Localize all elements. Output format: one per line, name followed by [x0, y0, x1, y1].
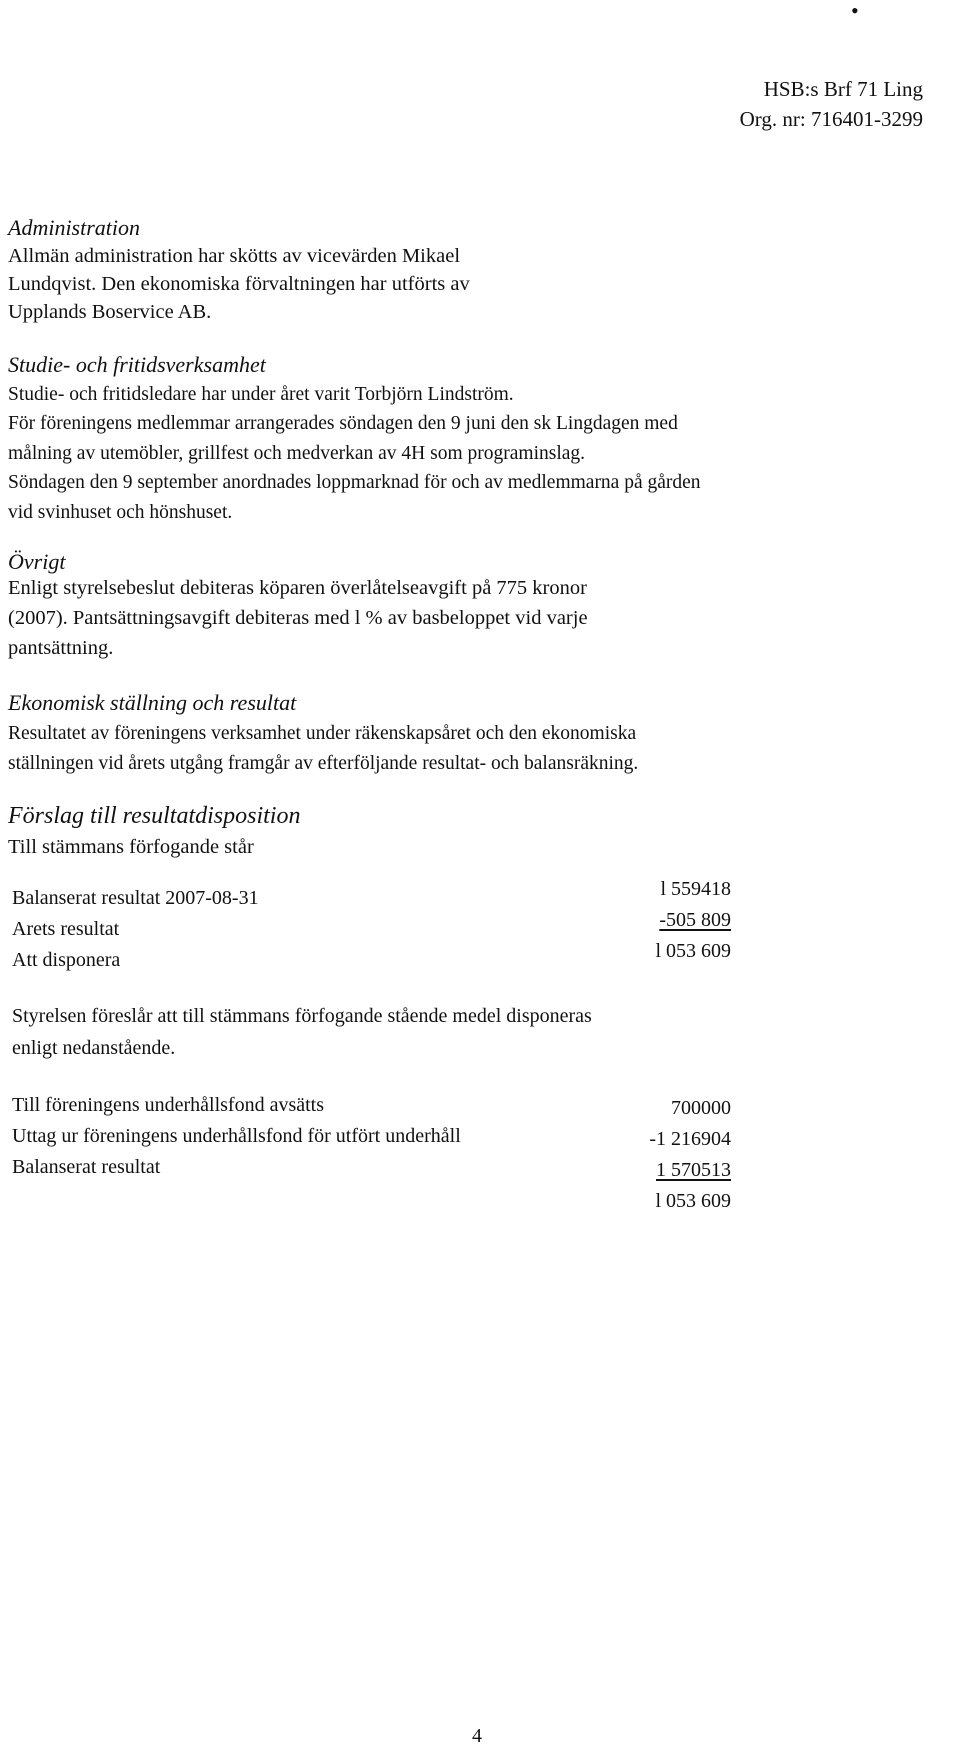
ekonomisk-line: ställningen vid årets utgång framgår av efterföljande resultat- och balansräkning. — [8, 753, 639, 774]
studie-line: Studie- och fritidsledare har under året varit Torbjörn Lindström. — [8, 384, 514, 405]
ekonomisk-line: Resultatet av föreningens verksamhet under räkenskapsåret och den ekonomiska — [8, 723, 637, 744]
studie-line: vid svinhuset och hönshuset. — [8, 502, 233, 523]
page-number: 4 — [472, 1725, 482, 1747]
disposition-label-uttag: Uttag ur föreningens underhållsfond för utfört underhåll — [12, 1125, 461, 1147]
result-value-arets: -505 809 — [659, 909, 731, 931]
proposal-line: Styrelsen föreslår att till stämmans förfogande stående medel disponeras — [12, 1005, 592, 1027]
disposition-label-underhallsfond: Till föreningens underhållsfond avsätts — [12, 1094, 325, 1116]
studie-line: För föreningens medlemmar arrangerades söndagen den 9 juni den sk Lingdagen med — [8, 413, 678, 434]
result-label-balanserat: Balanserat resultat 2007-08-31 — [12, 887, 259, 909]
administration-line: Allmän administration har skötts av vicevärden Mikael — [8, 245, 461, 267]
ovrigt-heading: Övrigt — [8, 549, 66, 574]
disposition-value-underhallsfond: 700000 — [671, 1097, 731, 1119]
page-marker: • — [851, 0, 859, 23]
ekonomisk-heading: Ekonomisk ställning och resultat — [8, 690, 297, 715]
result-label-disponera: Att disponera — [12, 949, 121, 971]
result-value-disponera: l 053 609 — [655, 940, 731, 962]
org-name: HSB:s Brf 71 Ling — [763, 77, 923, 101]
ovrigt-line: Enligt styrelsebeslut debiteras köparen överlåtelseavgift på 775 kronor — [8, 577, 587, 599]
disposition-label-balanserat: Balanserat resultat — [12, 1156, 161, 1178]
administration-line: Upplands Boservice AB. — [8, 301, 212, 323]
org-number: Org. nr: 716401-3299 — [739, 107, 923, 131]
proposal-line: enligt nedanstående. — [12, 1037, 176, 1059]
administration-heading: Administration — [8, 215, 141, 240]
studie-line: målning av utemöbler, grillfest och medverkan av 4H som programinslag. — [8, 443, 586, 464]
studie-heading: Studie- och fritidsverksamhet — [8, 352, 266, 377]
studie-line: Söndagen den 9 september anordnades loppmarknad för och av medlemmarna på gården — [8, 472, 701, 493]
disposition-value-balanserat: 1 570513 — [656, 1159, 731, 1181]
ovrigt-line: pantsättning. — [8, 637, 114, 659]
forslag-intro: Till stämmans förfogande står — [8, 836, 254, 858]
disposition-total: l 053 609 — [655, 1190, 731, 1212]
result-value-balanserat: l 559418 — [660, 878, 731, 900]
result-label-arets: Arets resultat — [12, 918, 120, 940]
forslag-heading: Förslag till resultatdisposition — [8, 803, 301, 829]
disposition-value-uttag: -1 216904 — [649, 1128, 731, 1150]
administration-line: Lundqvist. Den ekonomiska förvaltningen har utförts av — [8, 273, 470, 295]
ovrigt-line: (2007). Pantsättningsavgift debiteras med l % av basbeloppet vid varje — [8, 607, 588, 629]
